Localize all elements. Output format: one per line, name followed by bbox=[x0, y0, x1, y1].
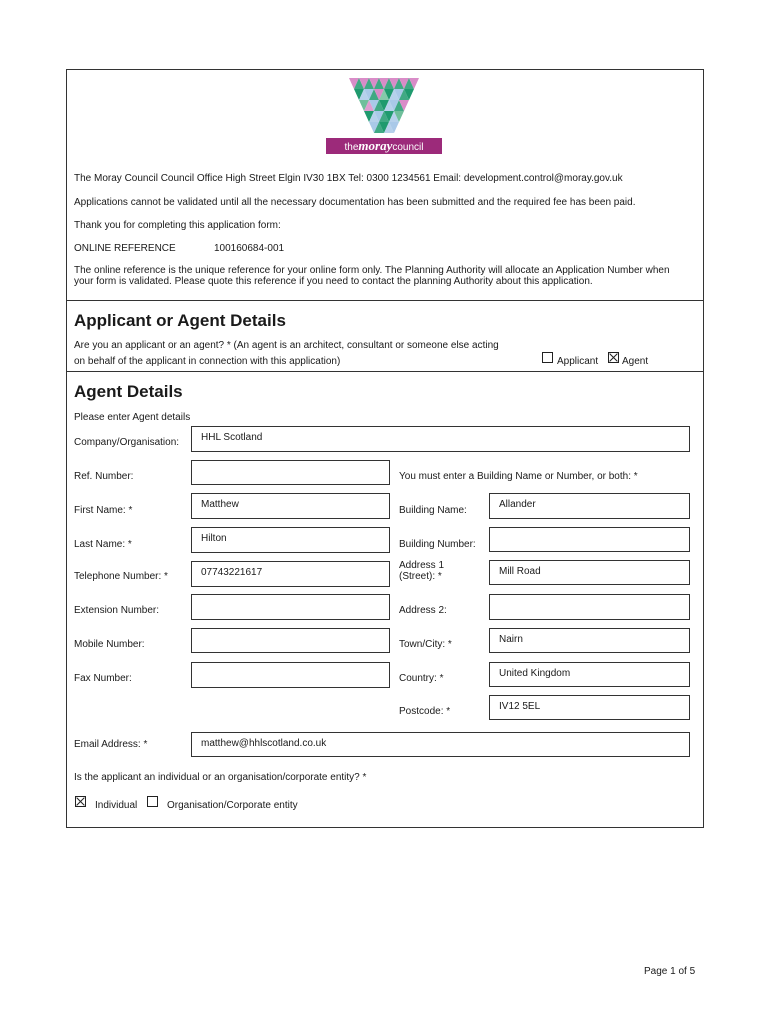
agent-option-label: Agent bbox=[622, 356, 649, 367]
online-ref-label: ONLINE REFERENCE bbox=[74, 243, 176, 254]
town-label: Town/City: * bbox=[399, 639, 452, 650]
last-name-label: Last Name: * bbox=[74, 539, 132, 550]
ref-explain-2: your form is validated. Please quote this reference if you need to contact the planning Authority about this application. bbox=[74, 276, 593, 287]
building-note: You must enter a Building Name or Number, or both: * bbox=[399, 471, 638, 482]
agent-question-1: Are you an applicant or an agent? * (An agent is an architect, consultant or someone else acting bbox=[74, 340, 499, 351]
organisation-checkbox[interactable] bbox=[147, 796, 158, 807]
council-address: The Moray Council Council Office High Street Elgin IV30 1BX Tel: 0300 1234561 Email: development.control@moray.gov.uk bbox=[74, 173, 623, 184]
building-name-input[interactable]: Allander bbox=[489, 493, 690, 519]
email-label: Email Address: * bbox=[74, 739, 148, 750]
telephone-label: Telephone Number: * bbox=[74, 571, 168, 582]
individual-option-label: Individual bbox=[95, 800, 138, 811]
ref-number-input[interactable] bbox=[191, 460, 390, 485]
thanks-text: Thank you for completing this application form: bbox=[74, 220, 281, 231]
council-logo-band bbox=[326, 138, 442, 154]
first-name-input[interactable]: Matthew bbox=[191, 493, 390, 519]
ref-number-label: Ref. Number: bbox=[74, 471, 134, 482]
applicant-option-label: Applicant bbox=[557, 356, 599, 367]
extension-input[interactable] bbox=[191, 594, 390, 620]
first-name-label: First Name: * bbox=[74, 505, 133, 516]
address1-label-line1: Address 1 bbox=[399, 560, 445, 571]
email-input[interactable]: matthew@hhlscotland.co.uk bbox=[191, 732, 690, 757]
ref-explain-1: The online reference is the unique reference for your online form only. The Planning Authority will allocate an Application Number when bbox=[74, 265, 670, 276]
country-label: Country: * bbox=[399, 673, 444, 684]
council-logo-icon bbox=[346, 76, 422, 136]
last-name-input[interactable]: Hilton bbox=[191, 527, 390, 553]
page-number: Page 1 of 5 bbox=[644, 966, 696, 977]
company-input[interactable]: HHL Scotland bbox=[191, 426, 690, 452]
extension-label: Extension Number: bbox=[74, 605, 160, 616]
telephone-input[interactable]: 07743221617 bbox=[191, 561, 390, 587]
agent-question-2: on behalf of the applicant in connection with this application) bbox=[74, 356, 341, 367]
address1-label-line2: (Street): * bbox=[399, 571, 442, 582]
building-name-label: Building Name: bbox=[399, 505, 467, 516]
town-input[interactable]: Nairn bbox=[489, 628, 690, 653]
address2-input[interactable] bbox=[489, 594, 690, 620]
validation-notice: Applications cannot be validated until all the necessary documentation has been submitted and the required fee has been paid. bbox=[74, 197, 636, 208]
agent-section-title: Agent Details bbox=[74, 382, 183, 401]
agent-checkbox[interactable] bbox=[608, 352, 619, 363]
logo-text-the: the bbox=[344, 142, 359, 153]
postcode-label: Postcode: * bbox=[399, 706, 451, 717]
company-label: Company/Organisation: bbox=[74, 437, 180, 448]
online-ref-value: 100160684-001 bbox=[214, 243, 285, 254]
country-input[interactable]: United Kingdom bbox=[489, 662, 690, 687]
building-number-label: Building Number: bbox=[399, 539, 476, 550]
logo-text-moray: moray bbox=[358, 138, 393, 153]
applicant-checkbox[interactable] bbox=[542, 352, 553, 363]
entity-question: Is the applicant an individual or an organisation/corporate entity? * bbox=[74, 772, 367, 783]
agent-intro: Please enter Agent details bbox=[74, 412, 191, 423]
address2-label: Address 2: bbox=[399, 605, 447, 616]
individual-checkbox[interactable] bbox=[75, 796, 86, 807]
fax-label: Fax Number: bbox=[74, 673, 132, 684]
fax-input[interactable] bbox=[191, 662, 390, 688]
building-number-input[interactable] bbox=[489, 527, 690, 552]
logo-text-council: council bbox=[392, 142, 424, 153]
mobile-label: Mobile Number: bbox=[74, 639, 145, 650]
postcode-input[interactable]: IV12 5EL bbox=[489, 695, 690, 720]
mobile-input[interactable] bbox=[191, 628, 390, 653]
address1-input[interactable]: Mill Road bbox=[489, 560, 690, 585]
applicant-section-title: Applicant or Agent Details bbox=[74, 311, 286, 330]
organisation-option-label: Organisation/Corporate entity bbox=[167, 800, 298, 811]
